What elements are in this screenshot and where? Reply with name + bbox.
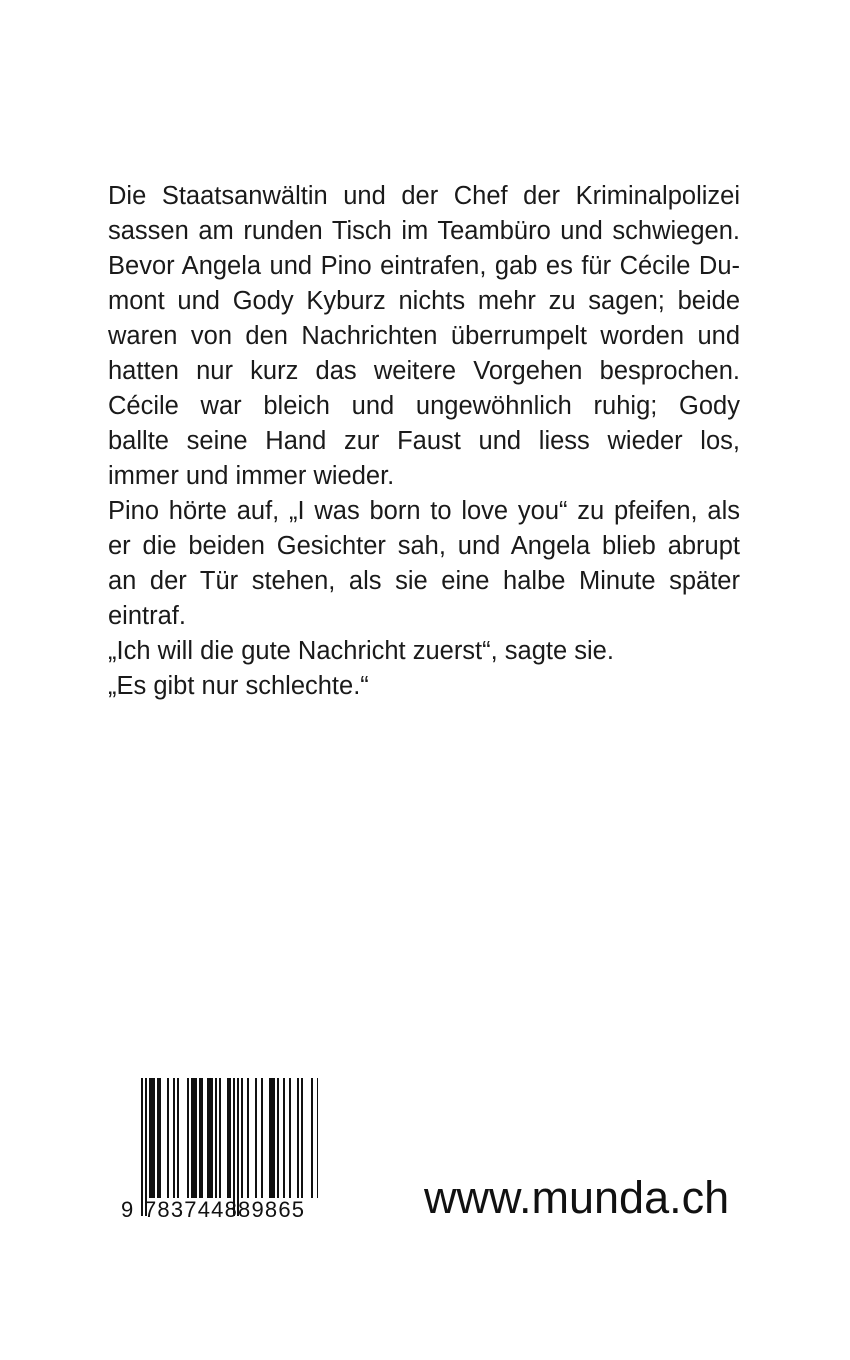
blurb-line: sassen am runden Tisch im Teambüro und schwiegen. xyxy=(108,217,740,245)
barcode-bar xyxy=(145,1078,147,1216)
barcode-bar xyxy=(199,1078,201,1198)
blurb-line: ballte seine Hand zur Faust und liess wieder los, xyxy=(108,427,740,455)
barcode-bar xyxy=(149,1078,151,1198)
barcode-bar xyxy=(159,1078,161,1198)
barcode-bar xyxy=(193,1078,195,1198)
barcode-bar xyxy=(261,1078,263,1198)
barcode-bar xyxy=(255,1078,257,1198)
barcode-bar xyxy=(289,1078,291,1198)
blurb-line: Pino hörte auf, „I was born to love you“ zu pfeifen, als xyxy=(108,497,740,525)
blurb-line: mont und Gody Kyburz nichts mehr zu sagen; beide xyxy=(108,287,740,315)
blurb-line: hatten nur kurz das weitere Vorgehen besprochen. xyxy=(108,357,740,385)
isbn-first-digit: 9 xyxy=(121,1197,134,1222)
barcode-bar xyxy=(283,1078,285,1198)
barcode-bar xyxy=(151,1078,153,1198)
barcode-bar xyxy=(141,1078,143,1216)
blurb-line: waren von den Nachrichten überrumpelt worden und xyxy=(108,322,740,350)
barcode-bar xyxy=(215,1078,217,1198)
blurb-line: Cécile war bleich und ungewöhnlich ruhig; Gody xyxy=(108,392,740,420)
blurb-line: „Ich will die gute Nachricht zuerst“, sagte sie. xyxy=(108,637,614,665)
barcode-bar xyxy=(277,1078,279,1198)
barcode-bar xyxy=(157,1078,159,1198)
isbn-digits: 783744889865 xyxy=(144,1197,306,1222)
blurb-line: Die Staatsanwältin und der Chef der Kriminalpolizei xyxy=(108,182,740,210)
barcode-bar xyxy=(297,1078,299,1198)
barcode-bar xyxy=(177,1078,179,1198)
barcode-bar xyxy=(219,1078,221,1198)
barcode-bar xyxy=(207,1078,209,1198)
barcode-bar xyxy=(227,1078,229,1198)
publisher-website: www.munda.ch xyxy=(424,1172,730,1223)
blurb-line: Bevor Angela und Pino eintrafen, gab es für Cécile Du- xyxy=(108,252,740,280)
barcode-bar xyxy=(195,1078,197,1198)
blurb-line: „Es gibt nur schlechte.“ xyxy=(108,672,369,700)
barcode-bar xyxy=(191,1078,193,1198)
barcode-bar xyxy=(187,1078,189,1198)
barcode-bar xyxy=(311,1078,313,1198)
barcode-bar xyxy=(211,1078,213,1198)
barcode-bar xyxy=(271,1078,273,1198)
barcode-bar xyxy=(167,1078,169,1198)
barcode-bar xyxy=(201,1078,203,1198)
blurb-text xyxy=(108,179,740,704)
barcode-bar xyxy=(173,1078,175,1198)
blurb-line: immer und immer wieder. xyxy=(108,462,395,490)
barcode-bar xyxy=(317,1078,318,1198)
barcode-bar xyxy=(233,1078,235,1216)
barcode-bar xyxy=(153,1078,155,1198)
barcode-bar xyxy=(247,1078,249,1198)
barcode-bar xyxy=(269,1078,271,1198)
barcode-bar xyxy=(229,1078,231,1198)
blurb-line: an der Tür stehen, als sie eine halbe Minute später xyxy=(108,567,740,595)
barcode-bar xyxy=(273,1078,275,1198)
barcode-bar xyxy=(241,1078,243,1198)
barcode-bar xyxy=(237,1078,239,1216)
blurb-line: er die beiden Gesichter sah, und Angela blieb abrupt xyxy=(108,532,740,560)
blurb-line: eintraf. xyxy=(108,602,186,630)
barcode-bar xyxy=(301,1078,303,1198)
barcode-bar xyxy=(209,1078,211,1198)
